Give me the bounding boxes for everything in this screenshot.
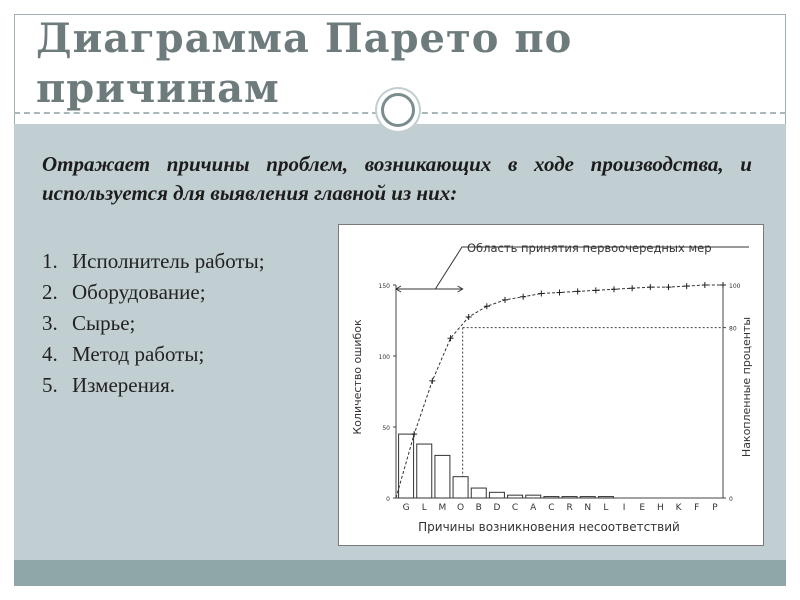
- chart-y2label: Накопленные проценты: [740, 316, 753, 458]
- cumulative-point: [520, 294, 526, 300]
- chart-ylabel: Количество ошибок: [351, 319, 364, 435]
- category-label: D: [493, 503, 501, 513]
- bar: [435, 455, 450, 498]
- chart-bars: [399, 434, 614, 498]
- list-item: [42, 339, 265, 370]
- bar: [598, 497, 613, 498]
- y2-tick-label: 80: [729, 325, 737, 333]
- category-label: E: [639, 503, 646, 513]
- cumulative-point: [484, 303, 490, 309]
- category-label: P: [712, 503, 718, 513]
- list-number: 1.: [42, 249, 58, 273]
- category-label: L: [421, 503, 427, 513]
- bar: [471, 488, 486, 498]
- cumulative-point: [647, 284, 653, 290]
- list-number: 2.: [42, 280, 58, 304]
- chart-labels: [379, 283, 741, 513]
- bar: [508, 495, 523, 498]
- bar: [580, 497, 595, 498]
- bar: [526, 495, 541, 498]
- list-item: [42, 277, 265, 308]
- bar: [453, 477, 468, 498]
- chart-annotation: Область принятия первоочередных мер: [467, 241, 712, 255]
- list-text: Сырье;: [72, 311, 136, 335]
- cumulative-point: [629, 285, 635, 291]
- cumulative-point: [575, 288, 581, 294]
- y-tick-label: 0: [386, 496, 390, 503]
- list-number: 5.: [42, 373, 58, 397]
- category-label: O: [457, 503, 465, 513]
- category-label: C: [511, 503, 519, 513]
- intro-text: Отражает причины проблем, возникающих в ходе производства, и используется для выявления главной из них:: [42, 152, 752, 205]
- category-label: I: [622, 503, 626, 513]
- list-text: Оборудование;: [72, 280, 206, 304]
- category-label: K: [675, 503, 682, 513]
- list-item: [42, 308, 265, 339]
- cumulative-point: [593, 287, 599, 293]
- cumulative-point: [557, 289, 563, 295]
- y2-tick-label: 100: [729, 283, 741, 290]
- pareto-chart-svg: [339, 225, 765, 547]
- cumulative-point: [429, 378, 435, 384]
- list-text: Метод работы;: [72, 342, 205, 366]
- list-item: [42, 246, 265, 277]
- category-label: R: [566, 503, 573, 513]
- category-label: L: [603, 503, 609, 513]
- category-label: H: [657, 503, 664, 513]
- chart-xlabel: Причины возникновения несоответствий: [418, 520, 680, 534]
- bar: [489, 492, 504, 498]
- cumulative-point: [720, 282, 726, 288]
- list-item: [42, 370, 265, 401]
- cumulative-point: [611, 286, 617, 292]
- ring-ornament-icon: [377, 89, 419, 131]
- list-text: Исполнитель работы;: [72, 249, 265, 273]
- category-label: B: [475, 503, 482, 513]
- cumulative-point: [666, 284, 672, 290]
- list-number: 4.: [42, 342, 58, 366]
- category-label: F: [694, 503, 700, 513]
- category-label: N: [584, 503, 592, 513]
- bar: [562, 497, 577, 498]
- reasons-list: [42, 246, 265, 401]
- cumulative-point: [702, 282, 708, 288]
- bottom-bar: [14, 560, 786, 586]
- cumulative-point: [502, 297, 508, 303]
- bar: [417, 444, 432, 498]
- list-text: Измерения.: [72, 373, 175, 397]
- pareto-chart: [338, 224, 764, 546]
- bar: [544, 497, 559, 498]
- category-label: G: [402, 503, 410, 513]
- category-label: M: [438, 503, 447, 513]
- y-tick-label: 150: [378, 283, 390, 290]
- list-number: 3.: [42, 311, 58, 335]
- y2-tick-label: 0: [729, 496, 733, 503]
- cumulative-point: [466, 314, 472, 320]
- category-label: A: [530, 503, 537, 513]
- y-tick-label: 100: [378, 354, 390, 361]
- slide-title: Диаграмма Парето по причинам: [36, 15, 573, 112]
- y-tick-label: 50: [382, 425, 390, 432]
- cumulative-point: [684, 283, 690, 289]
- category-label: C: [548, 503, 555, 513]
- cumulative-point: [538, 291, 544, 297]
